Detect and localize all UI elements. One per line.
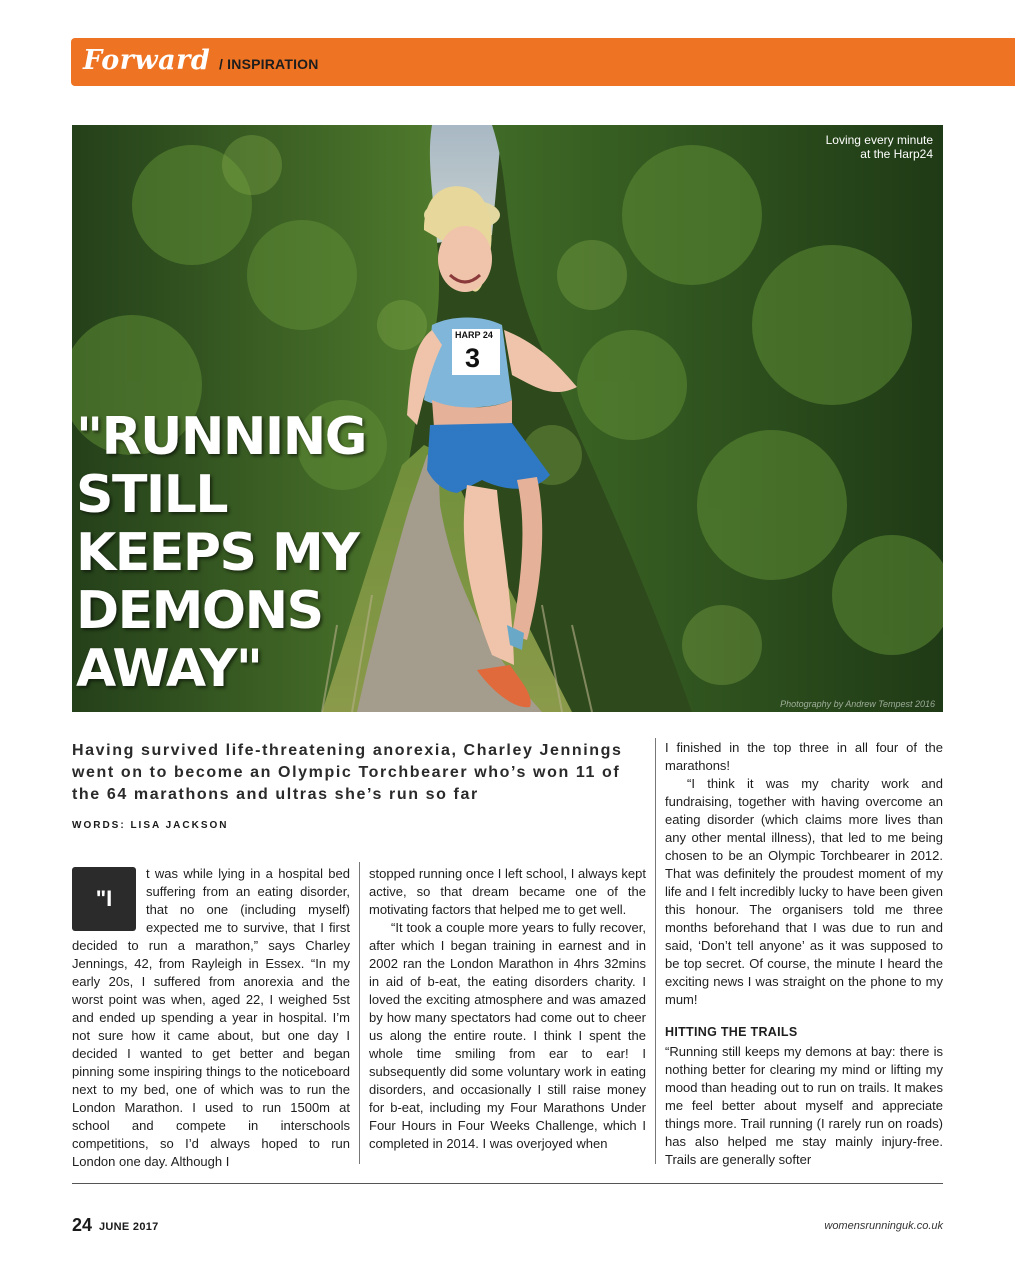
byline: WORDS: LISA JACKSON [72, 820, 229, 831]
section-banner [71, 38, 1015, 86]
bib-number-text: 3 [465, 343, 481, 373]
page-number: 24 [72, 1215, 93, 1235]
photo-caption: Loving every minute at the Harp24 [825, 133, 933, 161]
body-column-3 [665, 739, 943, 1169]
standfirst: Having survived life-threatening anorexia, Charley Jennings went on to become an Olympic Torchbearer who’s won 11 of the 64 marathons and ultras she’s run so far [72, 742, 623, 803]
body-paragraph: “I think it was my charity work and fundraising, together with having overcome an eating disorder (which claims more lives than any other mental illness), that led to me being chosen to be an Olympic Torchbearer in 2012. That was definitely the proudest moment of my life and I felt incredibly lucky to have been given this honour. The organisers told me three months beforehand that I was due to run and said, ‘Don’t tell anyone’ as it was supposed to be top secret. Of course, the minute I heard the exciting news I was straight on the phone to my mum! [665, 776, 943, 1007]
body-paragraph: “It took a couple more years to fully recover, after which I began training in earnest and in 2002 ran the London Marathon in 4hrs 32mins in aid of b-eat, the eating disorders charity. I loved the exciting atmosphere and was amazed by how many spectators had come out to cheer us along the entire route. I think I spent the whole time smiling from ear to ear! I subsequently did some voluntary work in eating disorders, and occasionally I still raise money for b-eat, including my Four Marathons Under Four Hours in Four Weeks Challenge, which I completed in 2014. I was overjoyed when [369, 920, 646, 1151]
column-divider-1 [359, 862, 360, 1164]
body-column-1 [72, 865, 350, 1171]
hero-photo [72, 125, 943, 712]
section-brand: Forward [83, 45, 211, 76]
body-column-2 [369, 865, 646, 1153]
photo-credit: Photography by Andrew Tempest 2016 [780, 699, 935, 709]
body-paragraph: “Running still keeps my demons at bay: there is nothing better for clearing my mind or lifting my mood than heading out to run on trails. It makes me feel better about myself and appreciate things more. Trail running (I rarely run on roads) has also helped me stay mainly injury-free. Trails are generally softer [665, 1044, 943, 1167]
footer-rule [72, 1183, 943, 1184]
column-divider-2 [655, 738, 656, 1164]
issue-date: JUNE 2017 [99, 1221, 159, 1233]
site-url: womensrunninguk.co.uk [824, 1220, 943, 1232]
subheading: HITTING THE TRAILS [665, 1025, 798, 1039]
section-label: / INSPIRATION [219, 56, 319, 72]
pull-quote-headline: "RUNNING STILL KEEPS MY DEMONS AWAY" [76, 407, 366, 699]
drop-cap: "I [72, 867, 136, 931]
bib-top-text: HARP 24 [455, 330, 493, 340]
body-paragraph: t was while lying in a hospital bed suffering from an eating disorder, that no one (including myself) expected me to survive, that I first decided to run a marathon,” says Charley Jennings, 42, from Rayleigh in Essex. “In my early 20s, I suffered from anorexia and the worst point was when, aged 22, I weighed 5st and ended up spending a year in hospital. I’m not sure how it came about, but one day I decided I wanted to get better and began pinning some inspiring things to the noticeboard next to my bed, one of which was to run the London Marathon. I used to run 1500m at school and compete in interschools competitions, so I’d always hoped to run London one day. Although I [72, 866, 350, 1169]
body-paragraph: I finished in the top three in all four of the marathons! [665, 740, 943, 773]
body-paragraph: stopped running once I left school, I always kept active, so that dream became one of the motivating factors that helped me to get well. [369, 866, 646, 917]
